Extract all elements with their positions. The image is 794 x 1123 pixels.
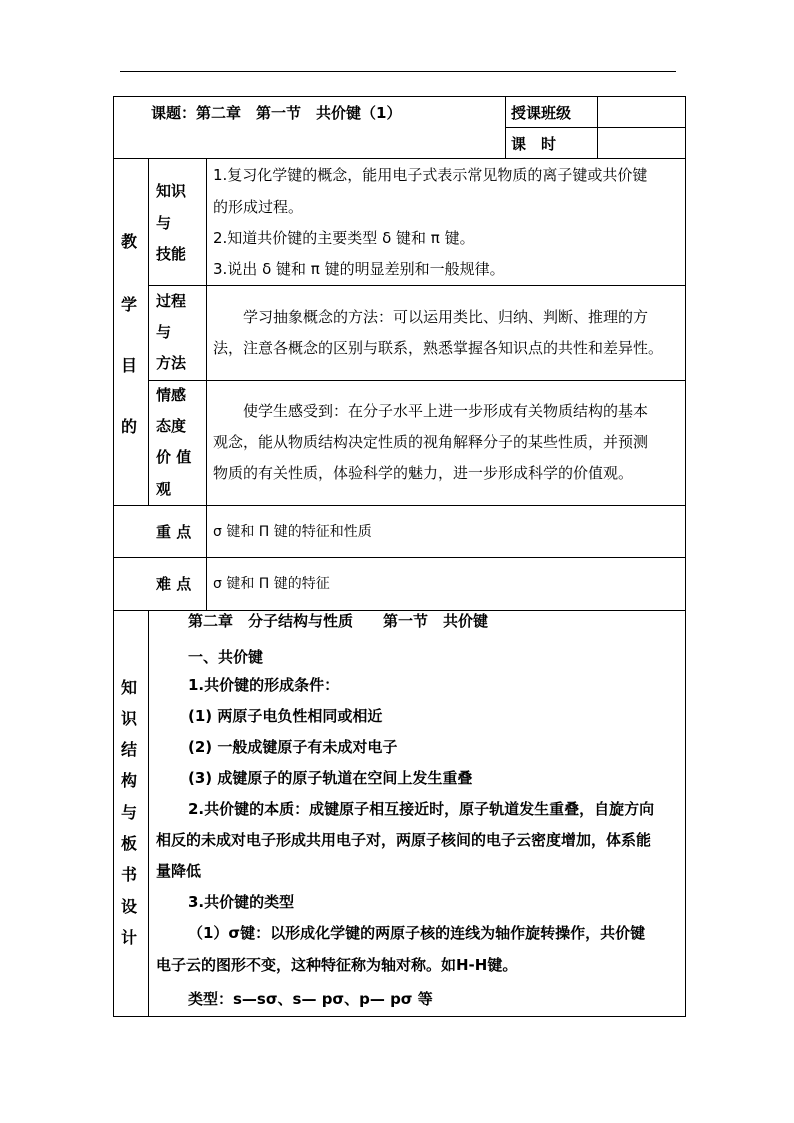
board-section-char: 计 <box>121 928 138 947</box>
objectives-section-char: 的 <box>121 417 138 436</box>
process-label-line: 过程 <box>156 292 187 310</box>
knowledge-label-line: 与 <box>156 214 172 232</box>
board-title: 第二章 分子结构与性质 第一节 共价键 <box>188 612 489 630</box>
essence-line: 2.共价键的本质：成键原子相互接近时，原子轨道发生重叠，自旋方向 <box>188 800 655 818</box>
board-section-char: 板 <box>121 834 138 853</box>
board-section-char: 构 <box>121 771 138 790</box>
formation-conditions-title: 1.共价键的形成条件： <box>188 676 340 694</box>
attitude-text-line: 使学生感受到：在分子水平上进一步形成有关物质结构的基本 <box>243 402 649 420</box>
class-label: 授课班级 <box>511 104 572 122</box>
lesson-title: 课题：第二章 第一节 共价键（1） <box>151 104 402 122</box>
board-section-char: 与 <box>121 803 138 822</box>
attitude-label-line: 态度 <box>156 417 187 435</box>
objectives-section-char: 目 <box>121 356 138 375</box>
condition-item: (1) 两原子电负性相同或相近 <box>188 707 383 725</box>
attitude-text-line: 物质的有关性质，体验科学的魅力，进一步形成科学的价值观。 <box>213 464 634 482</box>
condition-item: (3) 成键原子的原子轨道在空间上发生重叠 <box>188 769 473 787</box>
hours-label: 课 时 <box>511 135 557 153</box>
objectives-section-char: 教 <box>121 232 138 251</box>
sigma-types-line: 类型：s—sσ、s— pσ、p— pσ 等 <box>188 990 433 1008</box>
objectives-section-char: 学 <box>121 295 138 314</box>
board-section-char: 结 <box>121 740 138 759</box>
essence-line: 相反的未成对电子形成共用电子对，两原子核间的电子云密度增加，体系能 <box>156 831 652 849</box>
attitude-label-line: 情感 <box>156 386 187 404</box>
bond-types-title: 3.共价键的类型 <box>188 893 295 911</box>
board-section-char: 识 <box>121 709 138 728</box>
knowledge-text-line: 2.知道共价键的主要类型 δ 键和 π 键。 <box>213 229 475 247</box>
process-text-line: 学习抽象概念的方法：可以运用类比、归纳、判断、推理的方 <box>243 308 649 326</box>
difficulty-value: σ 键和 Π 键的特征 <box>213 576 330 592</box>
board-section-char: 设 <box>121 897 138 916</box>
key-point-value: σ 键和 Π 键的特征和性质 <box>213 524 372 540</box>
knowledge-label-line: 技能 <box>156 245 187 263</box>
attitude-label-line: 观 <box>156 480 172 498</box>
board-heading: 一、共价键 <box>188 648 264 666</box>
difficulty-label: 难 点 <box>156 575 192 593</box>
process-label-line: 与 <box>156 323 172 341</box>
knowledge-text-line: 1.复习化学键的概念，能用电子式表示常见物质的离子键或共价键 <box>213 166 648 184</box>
board-section-char: 知 <box>121 678 138 697</box>
page-header-rule <box>120 71 676 72</box>
sigma-line: 电子云的图形不变，这种特征称为轴对称。如H-H键。 <box>156 956 518 974</box>
essence-line: 量降低 <box>156 862 202 880</box>
key-point-label: 重 点 <box>156 523 192 541</box>
knowledge-text-line: 的形成过程。 <box>213 198 304 216</box>
process-label-line: 方法 <box>156 354 187 372</box>
knowledge-label-line: 知识 <box>156 182 187 200</box>
attitude-label-line: 价 值 <box>156 448 192 466</box>
process-text-line: 法，注意各概念的区别与联系，熟悉掌握各知识点的共性和差异性。 <box>213 339 664 357</box>
board-section-char: 书 <box>121 865 138 884</box>
sigma-line: （1）σ键：以形成化学键的两原子核的连线为轴作旋转操作，共价键 <box>188 924 646 942</box>
condition-item: (2) 一般成键原子有未成对电子 <box>188 738 398 756</box>
knowledge-text-line: 3.说出 δ 键和 π 键的明显差别和一般规律。 <box>213 260 505 278</box>
attitude-text-line: 观念，能从物质结构决定性质的视角解释分子的某些性质，并预测 <box>213 433 649 451</box>
